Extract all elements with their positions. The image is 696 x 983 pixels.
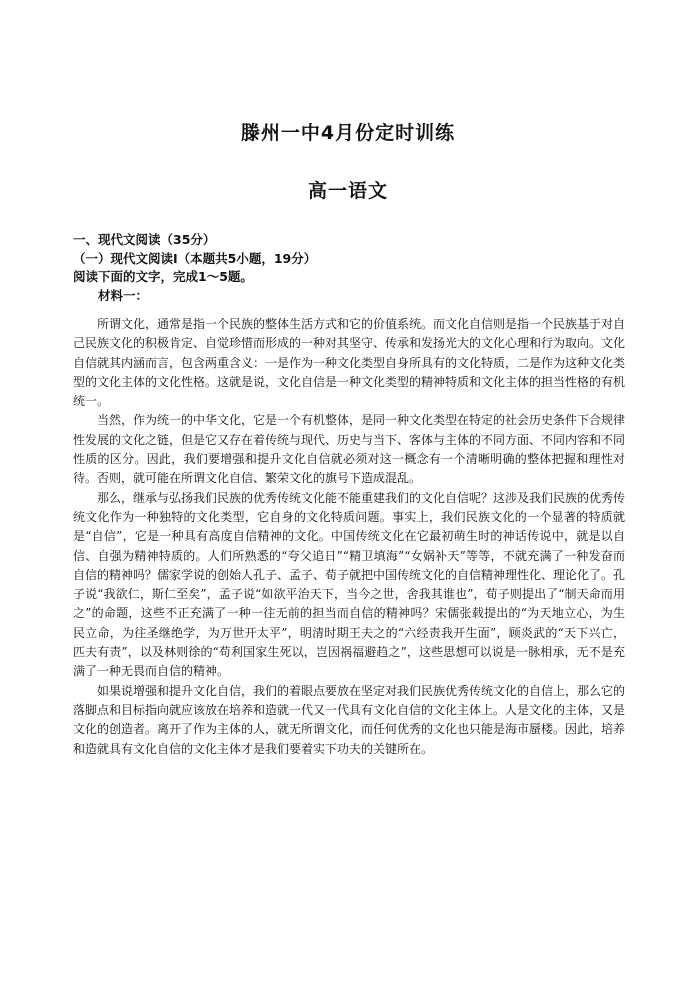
reading-instruction: 阅读下面的文字，完成1～5题。: [73, 269, 253, 284]
passage-paragraph: 所谓文化，通常是指一个民族的整体生活方式和它的价值系统。而文化自信则是指一个民族基于对自己民族文化的积极肯定、自觉珍惜而形成的一种对其坚守、传承和发扬光大的文化心理和行为取向。文化自信就其内涵而言，包含两重含义：一是作为一种文化类型自身所具有的文化特质，二是作为这种文化类型的文化主体的文化性格。这就是说，文化自信是一种文化类型的精神特质和文化主体的担当性格的有机统一。: [73, 317, 626, 409]
section-heading: 一、现代文阅读（35分）: [73, 232, 216, 247]
material-label: 材料一：: [98, 287, 149, 303]
section-headings: [73, 231, 633, 305]
reading-passage: [73, 315, 625, 759]
passage-paragraph: 如果说增强和提升文化自信，我们的着眼点要放在坚定对我们民族优秀传统文化的自信上，那么它的落脚点和目标指向就应该放在培养和造就一代又一代具有文化自信的文化主体上。人是文化的主体，又是文化的创造者。离开了作为主体的人，就无所谓文化，而任何优秀的文化也只能是海市蜃楼。因此，培养和造就具有文化自信的文化主体才是我们要着实下功夫的关键所在。: [73, 683, 626, 756]
exam-title: 滕州一中4月份定时训练: [240, 122, 456, 144]
passage-paragraph: 当然，作为统一的中华文化，它是一个有机整体，是同一种文化类型在特定的社会历史条件下合规律性发展的文化之链，但是它又存在着传统与现代、历史与当下、客体与主体的不同方面、不同内容和不同性质的区分。因此，我们要增强和提升文化自信就必须对这一概念有一个清晰明确的整体把握和理性对待。否则，就可能在所谓文化自信、繁荣文化的旗号下造成混乱。: [73, 413, 626, 486]
exam-subject: 高一语文: [307, 180, 388, 202]
passage-paragraph: 那么，继承与弘扬我们民族的优秀传统文化能不能重建我们的文化自信呢？这涉及我们民族的优秀传统文化作为一种独特的文化类型，它自身的文化特质问题。事实上，我们民族文化的一个显著的特质就是“自信”，它是一种具有高度自信精神的文化。中国传统文化在它最初萌生时的神话传说中，就是以自信、自强为精神特质的。人们所熟悉的“夸父追日”“精卫填海”“女娲补天”等等，不就充满了一种发奋而自信的精神吗？儒家学说的创始人孔子、孟子、荀子就把中国传统文化的自信精神理性化、理论化了。孔子说“我欲仁，斯仁至矣”，孟子说“如欲平治天下，当今之世，舍我其谁也”，荀子则提出了“制天命而用之”的命题，这些不正充满了一种一往无前的担当而自信的精神吗？宋儒张载提出的“为天地立心，为生民立命，为往圣继绝学，为万世开太平”，明清时期王夫之的“六经责我开生面”，顾炎武的“天下兴亡，匹夫有责”，以及林则徐的“苟利国家生死以，岂因祸福避趋之”，这些思想可以说是一脉相承，无不是充满了一种无畏而自信的精神。: [73, 490, 626, 679]
subsection-heading: （一）现代文阅读Ⅰ（本题共5小题，19分）: [73, 250, 317, 266]
